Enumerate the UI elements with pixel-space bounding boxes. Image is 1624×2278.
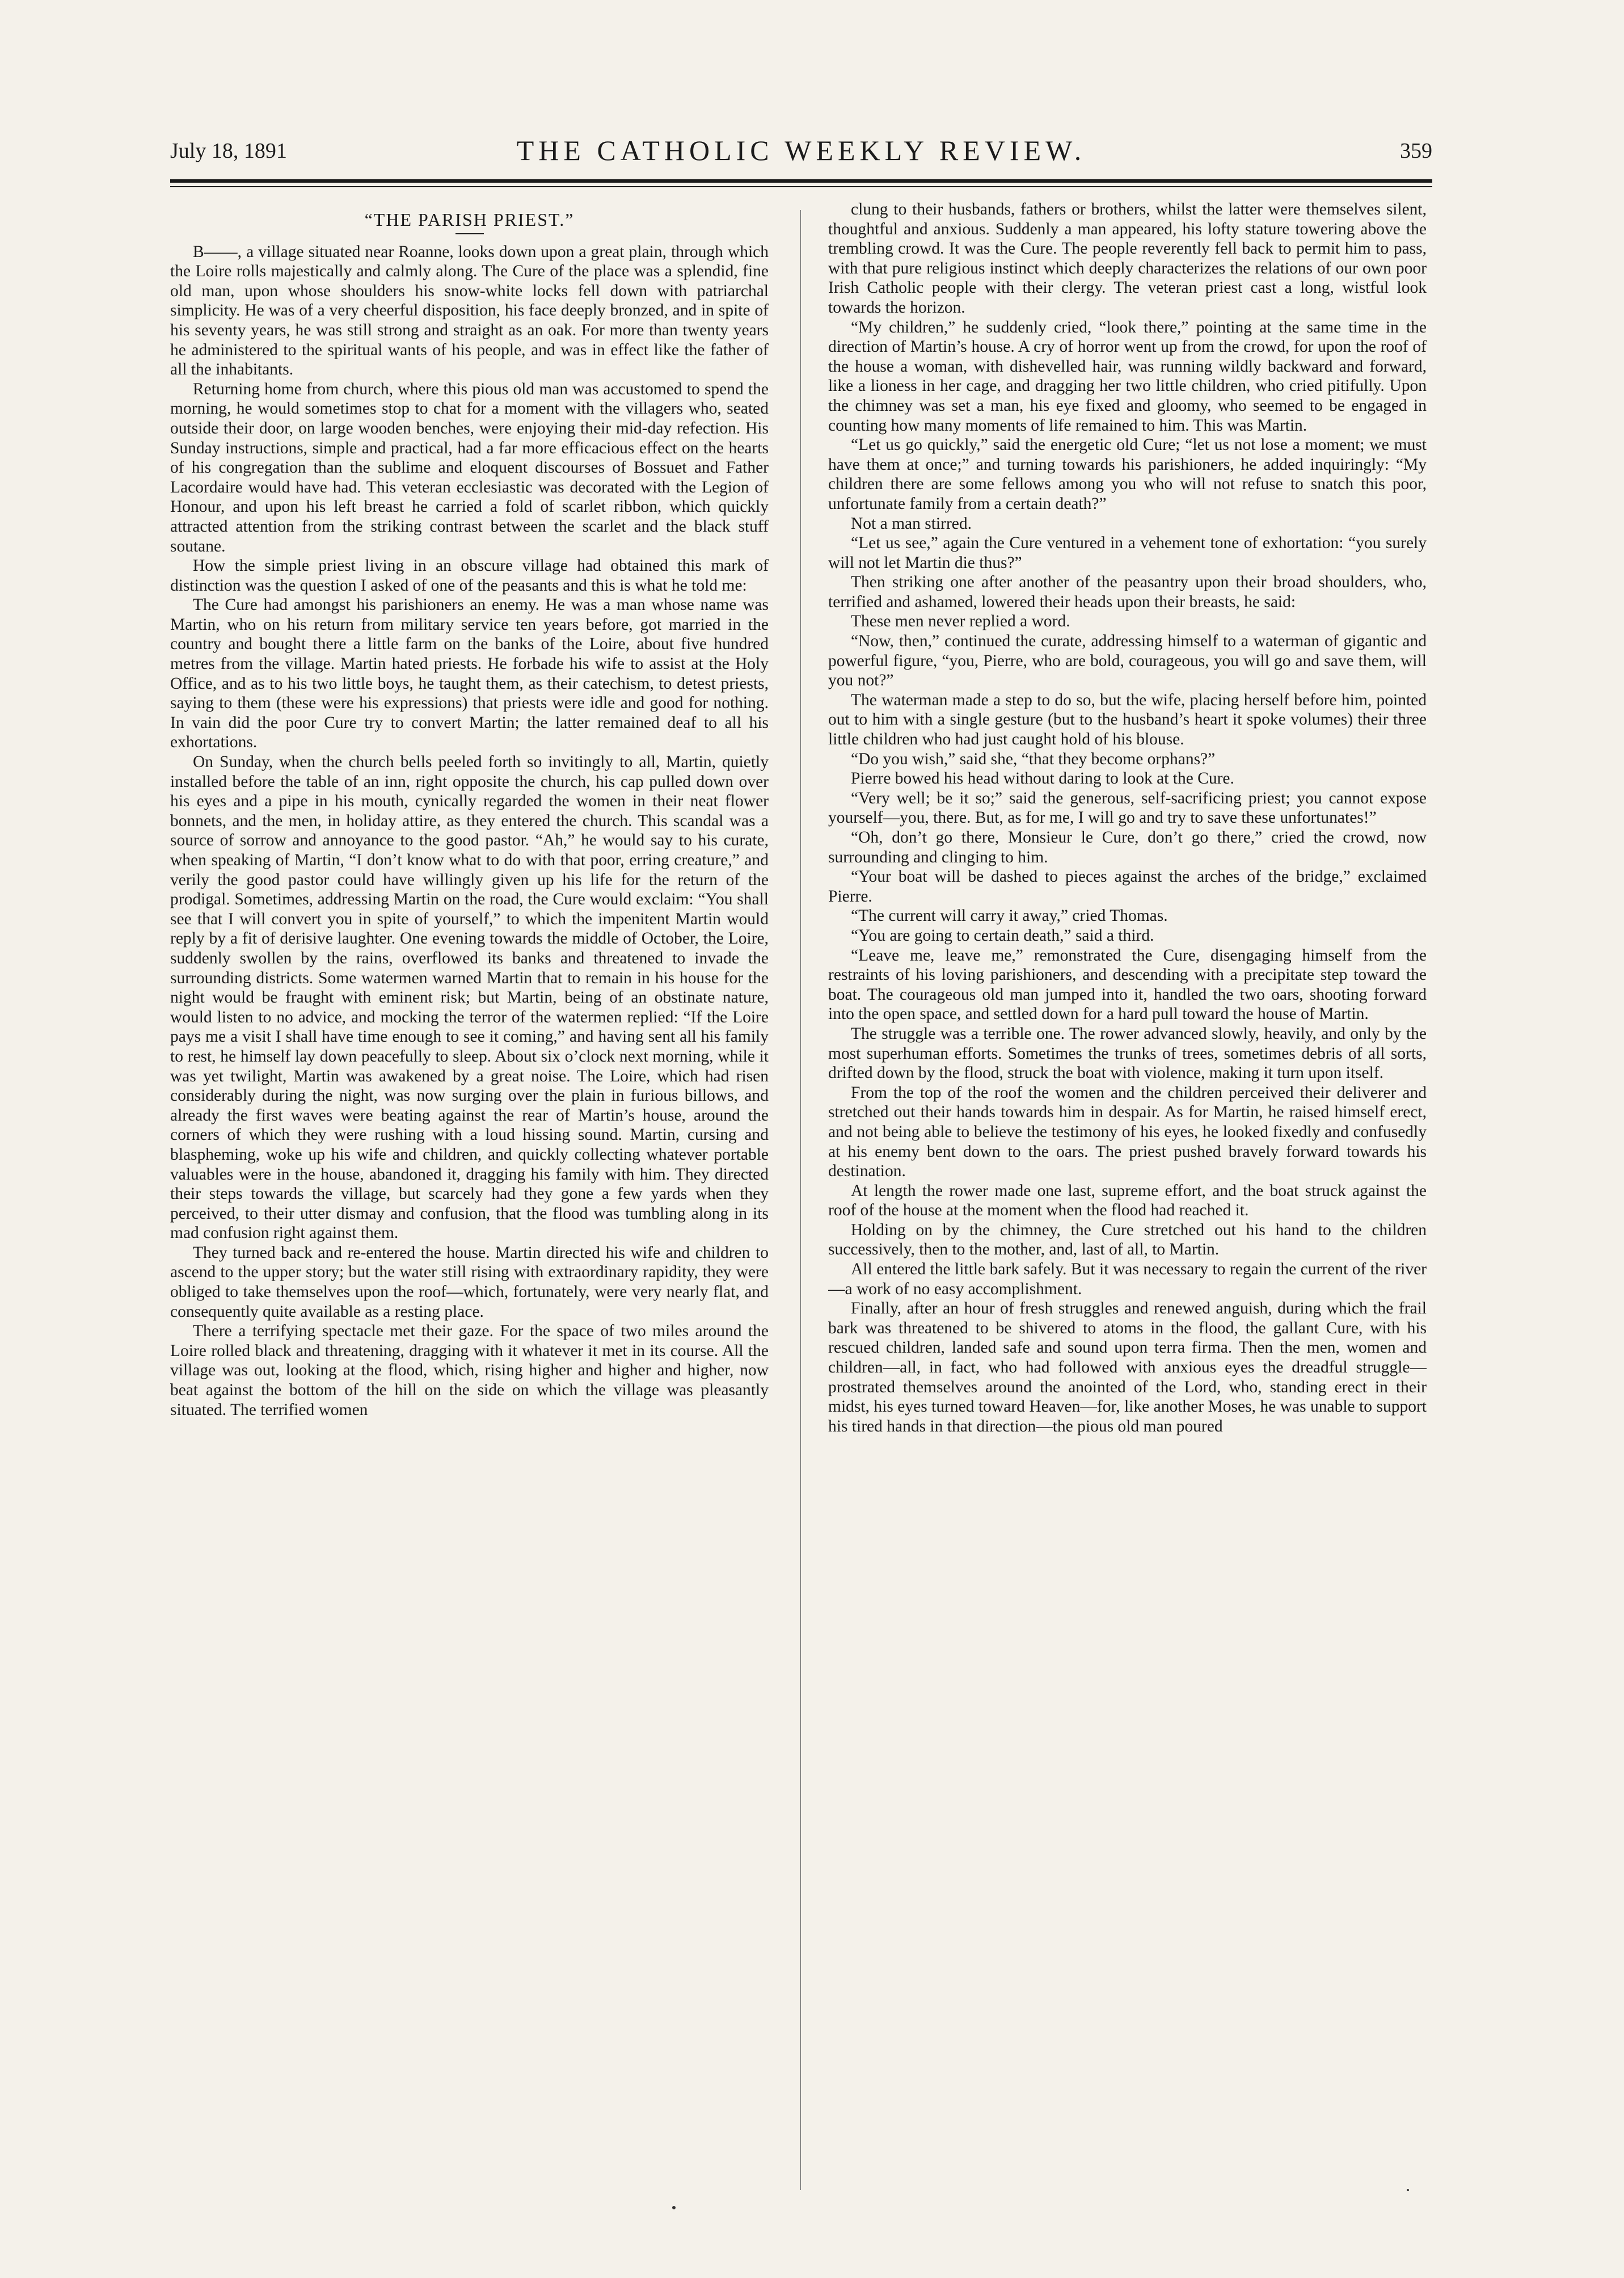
page-header — [170, 134, 1432, 168]
paragraph: “Do you wish,” said she, “that they become orphans?” — [851, 749, 1216, 768]
paragraph: These men never replied a word. — [851, 612, 1070, 631]
paragraph: They turned back and re-entered the house. Martin directed his wife and children to ascend to the upper story; but the water still rising with extraordinary rapidity, they were obliged to take themselves upon the roof—which, fortunately, were very nearly flat, and consequently quite available as a resting place. — [170, 1243, 769, 1321]
right-paragraphs — [828, 200, 1427, 1436]
paragraph: How the simple priest living in an obscure village had obtained this mark of distinction was the question I asked of one of the peasants and this is what he told me: — [170, 557, 769, 595]
paragraph: The Cure had amongst his parishioners an enemy. He was a man whose name was Martin, who on his return from military service ten years before, got married in the country and bought there a little farm on the banks of the Loire, about five hundred metres from the village. Martin hated priests. He forbade his wife to assist at the Holy Office, and as to his two little boys, he taught them, as their catechism, to detest priests, saying to them (these were his expressions) that priests were idle and good for nothing. In vain did the poor Cure try to convert Martin; the latter remained deaf to all his exhortations. — [170, 596, 769, 752]
paragraph: “Let us go quickly,” said the energetic old Cure; “let us not lose a moment; we must have them at once;” and turning towards his parishioners, he added inquiringly: “My children there are some fellows among you who will not refuse to snatch this poor, unfortunate family from a certain death?” — [828, 436, 1427, 513]
paragraph: There a terrifying spectacle met their gaze. For the space of two miles around the Loire rolled black and threatening, dragging with it whatever it met in its course. All the village was out, looking at the flood, which, rising higher and higher and higher, now beat against the bottom of the hill on the side on which the village was pleasantly situated. The terrified women — [170, 1322, 769, 1419]
paragraph: clung to their husbands, fathers or brothers, whilst the latter were themselves silent, thoughtful and anxious. Suddenly a man appeared, his lofty stature towering above the trembling crowd. It was the Cure. The people reverently fell back to permit him to pass, with that pure religious instinct which deeply characterizes the relations of our own poor Irish Catholic people with their clergy. The veteran priest cast a long, wistful look towards the horizon. — [828, 200, 1427, 317]
paragraph: “Oh, don’t go there, Monsieur le Cure, don’t go there,” cried the crowd, now surrounding and clinging to him. — [828, 828, 1427, 866]
paragraph: At length the rower made one last, supreme effort, and the boat struck against the roof of the house at the moment when the flood had reached it. — [828, 1181, 1427, 1220]
paragraph: Then striking one after another of the peasantry upon their broad shoulders, who, terrified and ashamed, lowered their heads upon their breasts, he said: — [828, 573, 1427, 611]
column-divider — [800, 210, 801, 2190]
paragraph: “My children,” he suddenly cried, “look there,” pointing at the same time in the direction of Martin’s house. A cry of horror went up from the crowd, for upon the roof of the house a woman, with dishevelled hair, was running wildly backward and forward, like a lioness in her cage, and dragging her two little children, who cried pitifully. Upon the chimney was set a man, his eye fixed and gloomy, who seemed to be engaged in counting how many moments of life remained to him. This was Martin. — [828, 318, 1427, 435]
paragraph: “Now, then,” continued the curate, addressing himself to a waterman of gigantic and powerful figure, “you, Pierre, who are bold, courageous, you will go and save them, will you not?” — [828, 632, 1427, 690]
header-rule-thick — [170, 179, 1432, 183]
left-paragraphs — [170, 242, 769, 1420]
column-right — [828, 200, 1427, 2174]
paragraph: B——, a village situated near Roanne, looks down upon a great plain, through which the Loire rolls majestically and calmly along. The Cure of the place was a splendid, fine old man, upon whose shoulders his snow-white locks fell down with patriarchal simplicity. He was of a very cheerful disposition, his face deeply bronzed, and in spite of his seventy years, he was still strong and straight as an oak. For more than twenty years he administered to the spiritual wants of his people, and was in effect like the father of all the inhabitants. — [170, 242, 769, 379]
paragraph: “The current will carry it away,” cried Thomas. — [851, 907, 1168, 925]
paragraph: All entered the little bark safely. But it was necessary to regain the current of the river—a work of no easy accomplishment. — [828, 1260, 1427, 1298]
paragraph: Finally, after an hour of fresh struggles and renewed anguish, during which the frail bark was threatened to be shivered to atoms in the flood, the gallant Cure, with his rescued children, landed safe and sound upon terra firma. Then the men, women and children—all, in fact, who had followed with anxious eyes the dreadful struggle—prostrated themselves around the anointed of the Lord, who, standing erect in their midst, his eyes turned toward Heaven—for, like another Moses, he was unable to support his tired hands in that direction—the pious old man poured — [828, 1299, 1427, 1435]
paragraph: “Let us see,” again the Cure ventured in a vehement tone of exhortation: “you surely will not let Martin die thus?” — [828, 534, 1427, 572]
print-speck — [672, 2206, 676, 2209]
paragraph: Holding on by the chimney, the Cure stretched out his hand to the children successively, then to the mother, and, last of all, to Martin. — [828, 1220, 1427, 1259]
page-number: 359 — [1400, 139, 1432, 163]
paragraph: On Sunday, when the church bells peeled forth so invitingly to all, Martin, quietly installed before the table of an inn, right opposite the church, his cap pulled down over his eyes and a pipe in his mouth, cynically regarded the women in their neat flower bonnets, and the men, in holiday attire, as they entered the church. This scandal was a source of sorrow and annoyance to the good pastor. “Ah,” he would say to his curate, when speaking of Martin, “I don’t know what to do with that poor, erring creature,” and verily the good pastor could have willingly given up his life for the return of the prodigal. Sometimes, addressing Martin on the road, the Cure would exclaim: “You shall see that I will convert you in spite of yourself,” to which the impenitent Martin would reply by a fit of derisive laughter. One evening towards the middle of October, the Loire, suddenly swollen by the rains, overflowed its banks and threatened to invade the surrounding districts. Some watermen warned Martin that to remain in his house for the night would be fraught with eminent risk; but Martin, being of an obstinate nature, would listen to no advice, and mocking the terror of the watermen replied: “If the Loire pays me a visit I shall have time enough to see it coming,” and having sent all his family to rest, he himself lay down peacefully to sleep. About six o’clock next morning, while it was yet twilight, Martin was awakened by a great noise. The Loire, which had risen considerably during the night, was now surging over the plain in furious billows, and already the first waves were beating against the rear of Martin’s house, around the corners of which they were rushing with a loud hissing sound. Martin, cursing and blaspheming, woke up his wife and children, and quickly collecting whatever portable valuables were in the house, abandoned it, dragging his family with him. They directed their steps towards the village, but scarcely had they gone a few yards when they perceived, to their utter dismay and confusion, that the flood was tumbling along in its mad confusion right against them. — [170, 753, 769, 1243]
column-left — [170, 210, 769, 2184]
paragraph: From the top of the roof the women and the children perceived their deliverer and stretched out their hands towards him in despair. As for Martin, he raised himself erect, and not being able to believe the testimony of his eyes, he looked fixedly and confusedly at his enemy bent down to the oars. The priest pushed bravely forward towards his destination. — [828, 1083, 1427, 1181]
paragraph: The struggle was a terrible one. The rower advanced slowly, heavily, and only by the most superhuman efforts. Sometimes the trunks of trees, sometimes debris of all sorts, drifted down by the flood, struck the boat with violence, making it turn upon itself. — [828, 1024, 1427, 1083]
paragraph: “Very well; be it so;” said the generous, self-sacrificing priest; you cannot expose yourself—you, there. But, as for me, I will go and try to save these unfortunates!” — [828, 789, 1427, 827]
publication-title: THE CATHOLIC WEEKLY REVIEW. — [516, 134, 1086, 166]
title-dash — [455, 233, 484, 234]
article-title: “THE PARISH PRIEST.” — [364, 210, 575, 230]
paragraph: Not a man stirred. — [851, 514, 972, 533]
paragraph: The waterman made a step to do so, but the wife, placing herself before him, pointed out to him with a single gesture (but to the husband’s heart it spoke volumes) their three little children who had just caught hold of his blouse. — [828, 690, 1427, 749]
issue-date: July 18, 1891 — [170, 139, 287, 163]
paragraph: Returning home from church, where this pious old man was accustomed to spend the morning, he would sometimes stop to chat for a moment with the villagers who, seated outside their door, on large wooden benches, were enjoying their mid-day refection. His Sunday instructions, simple and practical, had a far more efficacious effect on the hearts of his congregation than the sublime and eloquent discourses of Bossuet and Father Lacordaire would have had. This veteran ecclesiastic was decorated with the Legion of Honour, and upon his left breast he carried a fold of scarlet ribbon, which quickly attracted attention from the striking contrast between the scarlet and the black stuff soutane. — [170, 380, 769, 555]
paragraph: “Leave me, leave me,” remonstrated the Cure, disengaging himself from the restraints of his loving parishioners, and descending with a precipitate step toward the boat. The courageous old man jumped into it, handled the two oars, shooting forward into the open space, and settled down for a hard pull toward the house of Martin. — [828, 946, 1427, 1024]
paragraph: “You are going to certain death,” said a third. — [851, 926, 1154, 945]
paragraph: “Your boat will be dashed to pieces against the arches of the bridge,” exclaimed Pierre. — [828, 868, 1427, 906]
header-rule-thin — [170, 186, 1432, 187]
print-speck — [1407, 2189, 1409, 2191]
paragraph: Pierre bowed his head without daring to look at the Cure. — [851, 769, 1234, 788]
